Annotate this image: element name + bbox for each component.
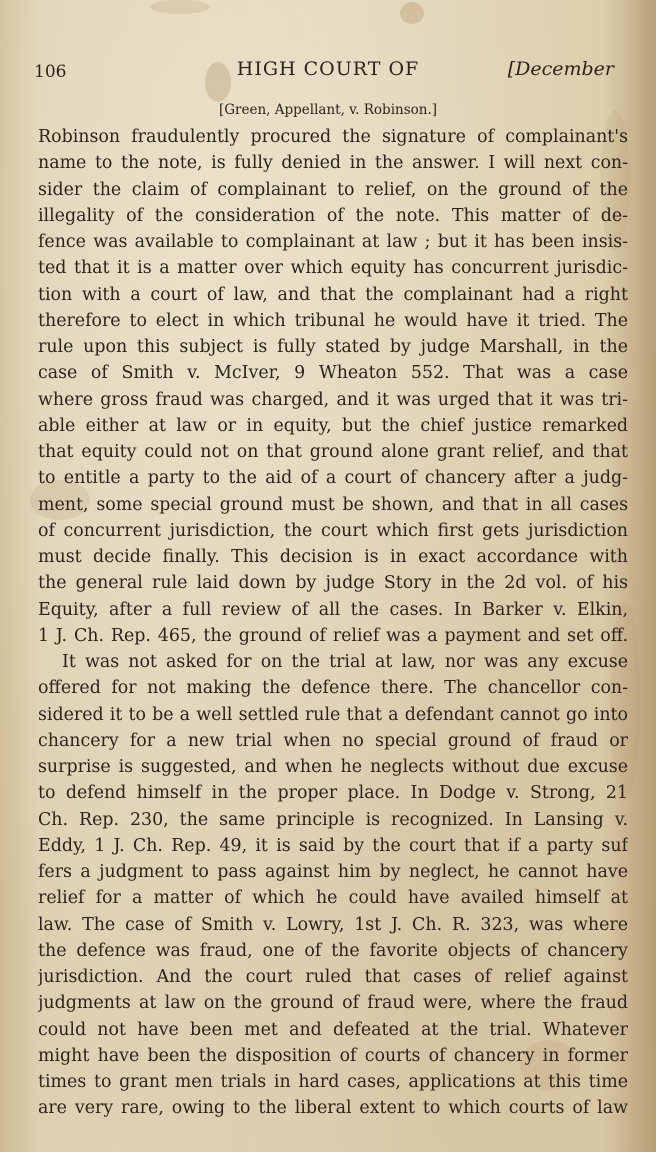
text-line: that equity could not on that ground alone grant relief, and that	[38, 442, 628, 462]
text-line: are very rare, owing to the liberal extent to which courts of law	[38, 1098, 628, 1119]
text-line: able either at law or in equity, but the chief justice remarked	[38, 415, 628, 436]
running-month: [December	[507, 58, 614, 80]
text-line: jurisdiction. And the court ruled that cases of relief against	[38, 967, 628, 987]
text-line: It was not asked for on the trial at law, nor was any excuse	[62, 652, 628, 672]
text-line: surprise is suggested, and when he neglects without due excuse	[38, 757, 628, 777]
running-title: HIGH COURT OF	[236, 58, 420, 80]
text-line: name to the note, is fully denied in the answer. I will next con-	[38, 153, 628, 174]
text-line: must decide finally. This decision is in exact accordance with	[38, 547, 628, 567]
text-line: where gross fraud was charged, and it was urged that it was tri-	[38, 389, 628, 410]
page-number: 106	[34, 62, 67, 82]
text-line: to entitle a party to the aid of a court of chancery after a judg-	[38, 468, 628, 489]
text-line: Equity, after a full review of all the cases. In Barker v. Elkin,	[38, 599, 628, 620]
page-header	[0, 58, 656, 88]
text-line: times to grant men trials in hard cases, applications at this time	[38, 1072, 628, 1092]
text-line: 1 J. Ch. Rep. 465, the ground of relief was a payment and set off.	[38, 625, 628, 646]
text-line: judgments at law on the ground of fraud were, where the fraud	[38, 993, 628, 1014]
text-line: Robinson fraudulently procured the signature of complainant's	[38, 127, 628, 147]
body-text	[38, 124, 628, 1122]
text-line: illegality of the consideration of the note. This matter of de-	[38, 205, 628, 226]
text-line: ted that it is a matter over which equity has concurrent jurisdic-	[38, 258, 628, 279]
text-line: the general rule laid down by judge Story in the 2d vol. of his	[38, 573, 628, 594]
text-line: sider the claim of complainant to relief, on the ground of the	[38, 179, 628, 200]
text-line: ment, some special ground must be shown, and that in all cases	[38, 494, 628, 515]
text-line: therefore to elect in which tribunal he would have it tried. The	[38, 310, 628, 331]
foxing-stain	[150, 0, 210, 14]
foxing-stain	[400, 2, 424, 24]
text-line: Eddy, 1 J. Ch. Rep. 49, it is said by the court that if a party suf	[38, 835, 628, 856]
text-line: law. The case of Smith v. Lowry, 1st J. Ch. R. 323, was where	[38, 914, 628, 935]
case-caption: [Green, Appellant, v. Robinson.]	[218, 102, 438, 118]
text-line: relief for a matter of which he could have availed himself at	[38, 888, 628, 909]
text-line: might have been the disposition of courts of chancery in former	[38, 1045, 628, 1066]
text-line: sidered it to be a well settled rule that a defendant cannot go into	[38, 704, 628, 725]
text-line: Ch. Rep. 230, the same principle is recognized. In Lansing v.	[38, 809, 628, 830]
text-line: to defend himself in the proper place. In Dodge v. Strong, 21	[38, 783, 628, 804]
text-line: could not have been met and defeated at the trial. Whatever	[38, 1019, 628, 1040]
text-line: tion with a court of law, and that the complainant had a right	[38, 284, 628, 305]
text-line: offered for not making the defence there. The chancellor con-	[38, 678, 628, 699]
text-line: case of Smith v. McIver, 9 Wheaton 552. That was a case	[38, 363, 628, 384]
text-line: rule upon this subject is fully stated by judge Marshall, in the	[38, 337, 628, 357]
text-line: fence was available to complainant at law ; but it has been insis-	[38, 232, 628, 252]
text-line: chancery for a new trial when no special ground of fraud or	[38, 730, 628, 751]
text-line: fers a judgment to pass against him by neglect, he cannot have	[38, 862, 628, 882]
text-line: of concurrent jurisdiction, the court which first gets jurisdiction	[38, 520, 628, 541]
text-line: the defence was fraud, one of the favorite objects of chancery	[38, 940, 628, 961]
